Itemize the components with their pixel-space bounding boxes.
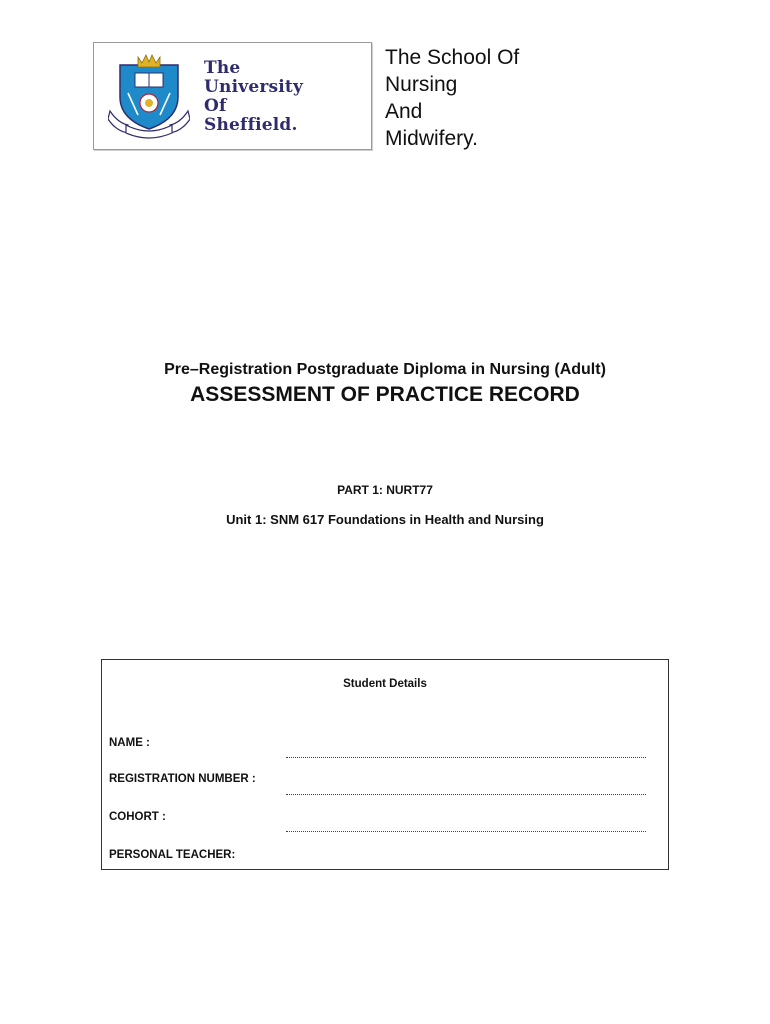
personal-teacher-label: PERSONAL TEACHER: — [109, 849, 236, 861]
part-heading: PART 1: NURT77 — [337, 483, 433, 497]
registration-number-field[interactable] — [286, 794, 646, 795]
name-label: NAME : — [109, 737, 150, 749]
name-field[interactable] — [286, 757, 646, 758]
university-logo — [93, 42, 372, 150]
school-name-line: Midwifery. — [385, 127, 478, 150]
unit-heading: Unit 1: SNM 617 Foundations in Health and Nursing — [226, 512, 544, 527]
university-name-line: The — [204, 58, 241, 78]
university-name-line: Sheffield. — [204, 115, 298, 135]
school-name — [385, 44, 519, 152]
school-name-line: Nursing — [385, 73, 458, 96]
school-name-line: And — [385, 100, 423, 123]
student-details-box — [101, 659, 669, 870]
student-details-heading: Student Details — [343, 678, 427, 690]
cohort-label: COHORT : — [109, 811, 166, 823]
university-name-line: University — [204, 77, 304, 97]
cohort-field[interactable] — [286, 831, 646, 832]
university-crest-icon — [108, 53, 190, 139]
school-name-line: The School Of — [385, 46, 520, 69]
university-name-line: Of — [204, 96, 227, 116]
university-name — [204, 59, 303, 135]
registration-number-label: REGISTRATION NUMBER : — [109, 773, 256, 785]
programme-subtitle: Pre–Registration Postgraduate Diploma in Nursing (Adult) — [164, 361, 606, 378]
document-title: ASSESSMENT OF PRACTICE RECORD — [190, 383, 580, 406]
